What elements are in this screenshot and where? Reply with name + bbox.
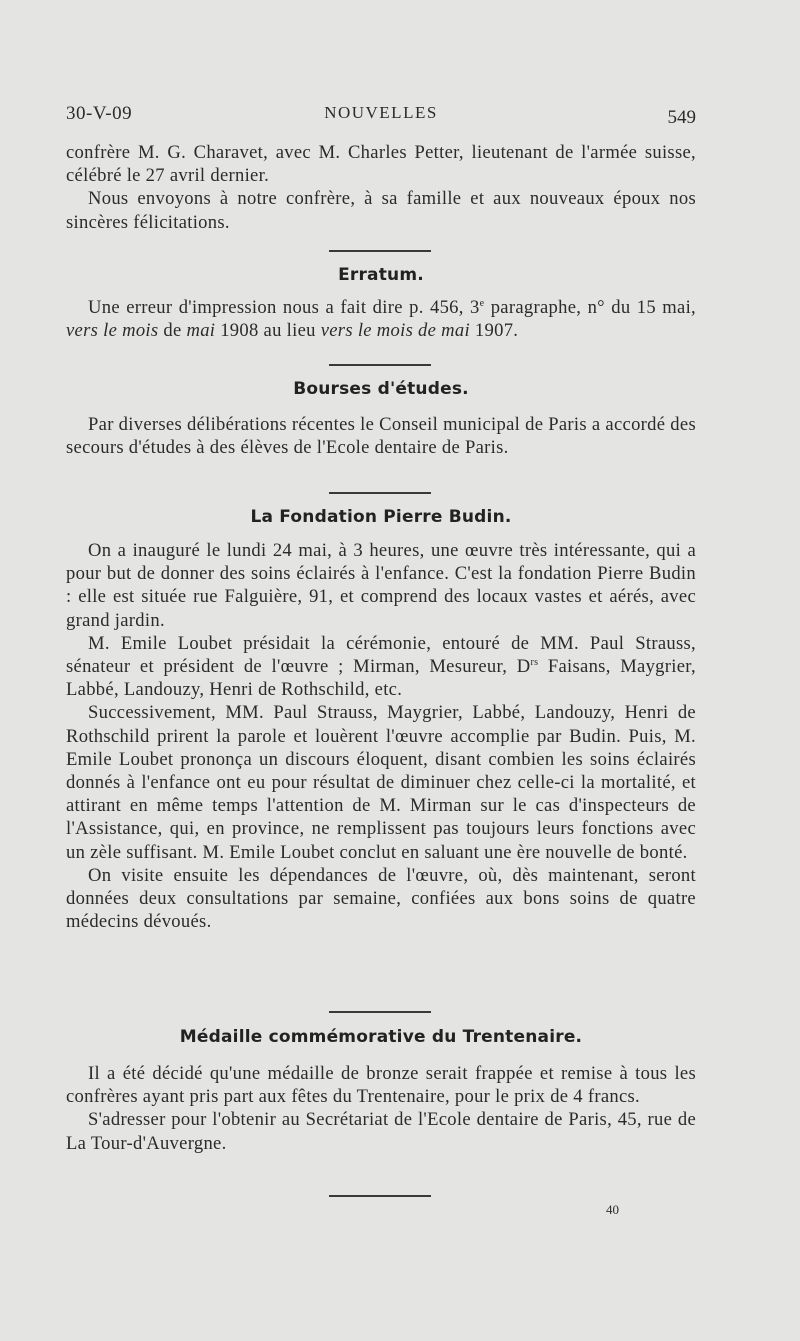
medaille-paragraph-2: S'adresser pour l'obtenir au Secrétariat de l'Ecole dentaire de Paris, 45, rue de La Tour-d'Auvergne. [66,1109,696,1154]
erratum-text-part: paragraphe, n° du 15 mai, [484,297,696,318]
fondation-superscript: rs [530,656,539,668]
intro-paragraph-1: confrère M. G. Charavet, avec M. Charles Petter, lieutenant de l'armée suisse, célébré le 27 avril dernier. [66,142,696,187]
erratum-italic: vers le mois [66,320,159,342]
bourses-paragraph: Par diverses délibérations récentes le Conseil municipal de Paris a accordé des secours d'études à des élèves de l'Ecole dentaire de Paris. [66,414,696,459]
erratum-heading: Erratum. [338,265,424,285]
fondation-heading: La Fondation Pierre Budin. [250,507,512,527]
signature-mark: 40 [606,1202,619,1217]
section-divider [329,492,431,494]
intro-text [66,141,696,234]
medaille-paragraph-1: Il a été décidé qu'une médaille de bronze serait frappée et remise à tous les confrères ayant pris part aux fêtes du Trentenaire, pour le prix de 4 francs. [66,1063,696,1108]
intro-paragraph-2: Nous envoyons à notre confrère, à sa famille et aux nouveaux époux nos sincères félicitations. [66,188,696,233]
fondation-paragraph-1: On a inauguré le lundi 24 mai, à 3 heures, une œuvre très intéressante, qui a pour but de donner des soins éclairés à l'enfance. C'est la fondation Pierre Budin : elle est située rue Falguière, 91, et comprend des locaux vastes et aérés, avec grand jardin. [66,540,696,631]
page-number: 549 [667,107,696,128]
erratum-text-part: de [158,320,187,342]
section-divider [329,364,431,366]
fondation-paragraph-2 [66,632,696,702]
fondation-paragraph-3: Successivement, MM. Paul Strauss, Maygrier, Labbé, Landouzy, Henri de Rothschild prirent la parole et louèrent l'œuvre accomplie par Budin. Puis, M. Emile Loubet prononça un discours éloquent, disant combien les soins éclairés donnés à l'enfance ont eu pour résultat de diminuer chez celle-ci la mortalité, et attirant en même temps l'attention de M. Mirman sur le cas d'inspecteurs de l'Assistance, qui, en province, ne remplissent pas toujours leurs fonctions avec un zèle suffisant. M. Emile Loubet conclut en saluant une ère nouvelle de bonté. [66,702,696,863]
header-section-title: NOUVELLES [324,103,438,122]
erratum-text [66,296,696,342]
erratum-paragraph [66,296,696,342]
medaille-heading: Médaille commémorative du Trentenaire. [179,1027,583,1047]
bourses-heading: Bourses d'études. [293,379,469,399]
running-header [66,103,696,133]
fondation-text-part: M. Emile Loubet présidait la cérémonie, entouré de MM. Paul Strauss, sénateur et président de l'œuvre ; Mirman, Mesureur, D [66,632,696,678]
fondation-paragraph-4: On visite ensuite les dépendances de l'œuvre, où, dès maintenant, seront données deux consultations par semaine, confiées aux bons soins de quatre médecins dévoués. [66,864,696,933]
fondation-text [66,539,696,933]
end-divider [329,1195,431,1197]
header-date: 30-V-09 [66,103,133,124]
erratum-text-part: 1908 au lieu [215,320,321,342]
erratum-text-part: 1907. [469,320,519,342]
erratum-superscript: e [479,297,485,309]
erratum-italic: vers le mois de mai [320,320,470,342]
section-divider [329,1011,431,1013]
bourses-text [66,413,696,459]
fondation-text-part: Faisans, Maygrier, Labbé, Landouzy, Henri de Rothschild, etc. [66,656,696,701]
section-divider [329,250,431,252]
medaille-text [66,1062,696,1155]
erratum-italic: mai [186,320,216,342]
erratum-text-part: Une erreur d'impression nous a fait dire p. 456, 3 [88,297,480,318]
